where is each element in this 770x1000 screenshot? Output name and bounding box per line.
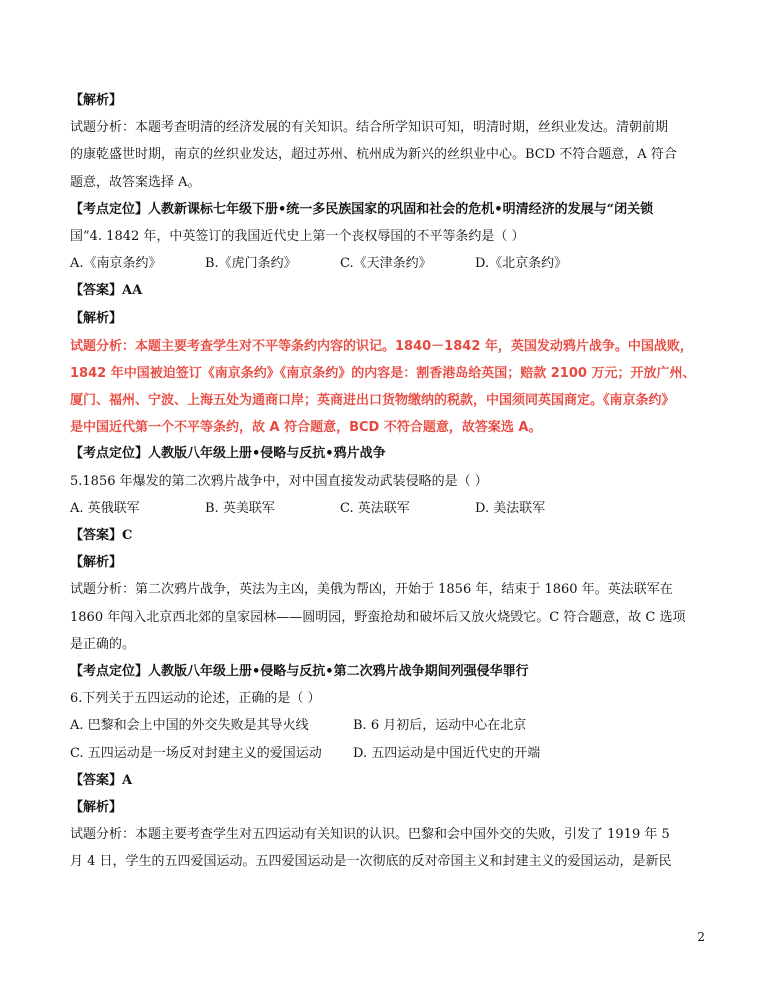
q6-analysis-line-1: 试题分析：本题主要考查学生对五四运动有关知识的认识。巴黎和会中国外交的失败，引发了 1919 年 5	[70, 827, 670, 843]
q4-red-line-2: 1842 年中国被迫签订《南京条约》《南京条约》的内容是：割香港岛给英国；赔款 2100 万元；开放广州、	[70, 365, 696, 381]
q4-red-line-3: 厦门、福州、宁波、上海五处为通商口岸；英商进出口货物缴纳的税款，中国须同英国商定。《南京条约》	[70, 393, 675, 409]
page-number: 2	[697, 930, 705, 944]
q4-red-line-1: 试题分析：本题主要考查学生对不平等条约内容的识记。1840－1842 年，英国发动鸦片战争。中国战败，	[70, 338, 693, 354]
q6-answer: 【答案】A	[70, 772, 133, 788]
page-content	[70, 87, 702, 875]
q6-option-b: B. 6 月初后，运动中心在北京	[353, 718, 527, 734]
q5-question: 5.1856 年爆发的第二次鸦片战争中，对中国直接发动武装侵略的是（ ）	[70, 473, 488, 489]
q5-analysis-line-1: 试题分析：第二次鸦片战争，英法为主凶，美俄为帮凶，开始于 1856 年，结束于 1860 年。英法联军在	[70, 582, 673, 598]
q4-option-a: A.《南京条约》	[70, 256, 162, 272]
q5-option-b: B. 英美联军	[205, 500, 275, 516]
q6-options-row-1	[70, 712, 702, 739]
q3-analysis-line-2: 的康乾盛世时期，南京的丝织业发达，超过苏州、杭州成为新兴的丝织业中心。BCD 不符合题意，A 符合	[70, 147, 677, 163]
q5-options	[70, 495, 702, 522]
q3-kaodian-line-2: 国”4. 1842 年，中英签订的我国近代史上第一个丧权辱国的不平等条约是（ ）	[70, 228, 525, 244]
q6-analysis-line-2: 月 4 日，学生的五四爱国运动。五四爱国运动是一次彻底的反对帝国主义和封建主义的爱国运动，是新民	[70, 854, 672, 870]
q5-kaodian: 【考点定位】人教版八年级上册•侵略与反抗•第二次鸦片战争期间列强侵华罪行	[70, 663, 529, 679]
q5-analysis-line-2: 1860 年闯入北京西北郊的皇家园林——圆明园，野蛮抢劫和破坏后又放火烧毁它。C 符合题意，故 C 选项	[70, 609, 686, 625]
q6-analysis-heading: 【解析】	[70, 799, 123, 815]
q3-analysis-heading: 【解析】	[70, 93, 123, 108]
q4-options	[70, 250, 702, 277]
q6-option-c: C. 五四运动是一场反对封建主义的爱国运动	[70, 745, 322, 761]
q4-option-c: C.《天津条约》	[340, 256, 432, 272]
q4-red-line-4: 是中国近代第一个不平等条约，故 A 符合题意，BCD 不符合题意，故答案选 A。	[70, 420, 542, 436]
q5-option-a: A. 英俄联军	[70, 500, 140, 516]
q4-analysis-red	[70, 332, 702, 441]
q6-option-d: D. 五四运动是中国近代史的开端	[353, 745, 541, 761]
q4-kaodian: 【考点定位】人教版八年级上册•侵略与反抗•鸦片战争	[70, 446, 386, 462]
q5-option-d: D. 美法联军	[475, 500, 546, 516]
q3-analysis-line-3: 题意，故答案选择 A。	[70, 174, 201, 190]
q4-answer: 【答案】AA	[70, 283, 143, 299]
q5-option-c: C. 英法联军	[340, 500, 410, 516]
q3-analysis-line-1: 试题分析：本题考查明清的经济发展的有关知识。结合所学知识可知，明清时期，丝织业发达。清朝前期	[70, 120, 669, 136]
q5-answer: 【答案】C	[70, 528, 133, 543]
q3-kaodian-line-1: 【考点定位】人教新课标七年级下册•统一多民族国家的巩固和社会的危机•明清经济的发展与“闭关锁	[70, 201, 654, 217]
q4-analysis-heading: 【解析】	[70, 310, 123, 326]
q6-question: 6.下列关于五四运动的论述，正确的是（ ）	[70, 691, 321, 707]
q5-analysis-heading: 【解析】	[70, 555, 123, 571]
q5-analysis-line-3: 是正确的。	[70, 636, 136, 652]
q6-options-row-2	[70, 740, 702, 767]
q6-option-a: A. 巴黎和会上中国的外交失败是其导火线	[70, 718, 309, 734]
q4-option-d: D.《北京条约》	[475, 256, 568, 272]
q4-option-b: B.《虎门条约》	[205, 256, 297, 272]
